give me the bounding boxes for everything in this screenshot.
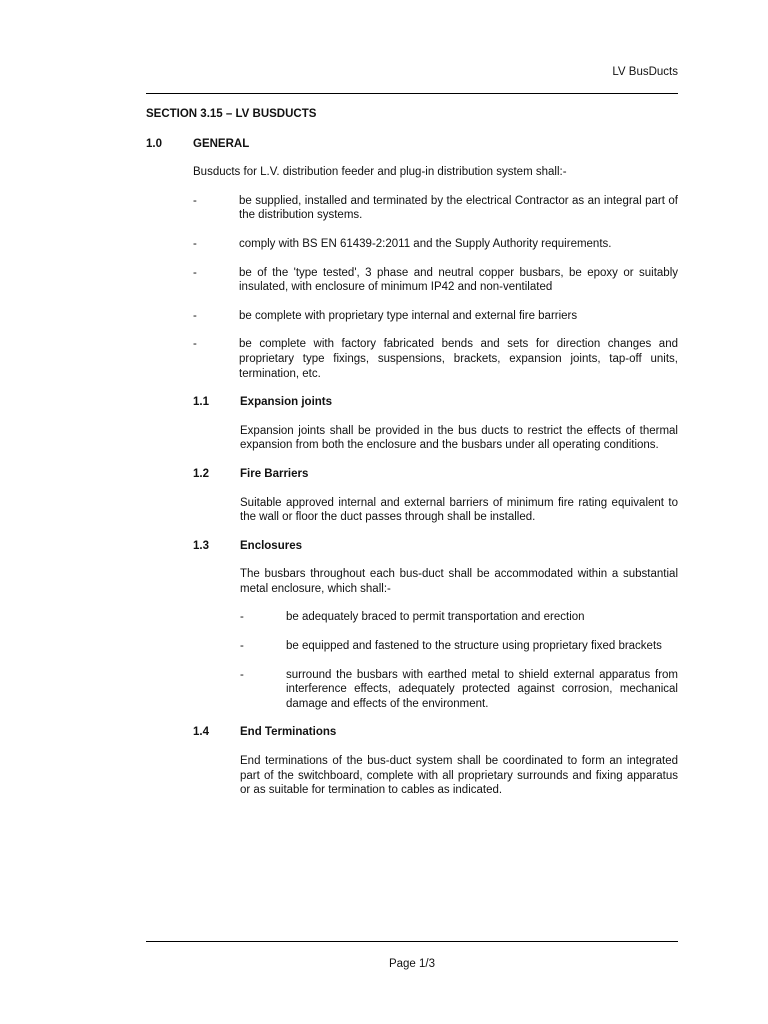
- list-item-text: be equipped and fastened to the structure using proprietary fixed brackets: [286, 640, 662, 653]
- heading-general: [146, 137, 678, 152]
- list-item-text: be complete with proprietary type internal and external fire barriers: [239, 309, 578, 322]
- list-item-text: surround the busbars with earthed metal to shield external apparatus from interference effects, adequately protected against corrosion, mechanical damage and effects of the environment.: [286, 668, 678, 710]
- heading-title: End Terminations: [240, 726, 337, 739]
- expansion-joints-text: Expansion joints shall be provided in the bus ducts to restrict the effects of thermal expansion from both the enclosure and the busbars under all operating conditions.: [240, 424, 678, 452]
- list-item-text: be supplied, installed and terminated by the electrical Contractor as an integral part of the distribution systems.: [239, 194, 678, 222]
- heading-number: 1.2: [193, 467, 209, 480]
- bullet-dash: -: [193, 309, 197, 322]
- bullet-dash: -: [193, 194, 197, 207]
- list-item: [240, 610, 678, 625]
- bullet-dash: -: [240, 668, 244, 681]
- list-item: [240, 668, 678, 712]
- document-body: [146, 107, 678, 812]
- bullet-dash: -: [193, 237, 197, 250]
- bullet-dash: -: [193, 338, 197, 351]
- end-terminations-text: End terminations of the bus-duct system shall be coordinated to form an integrated part of the switchboard, complete with all proprietary surrounds and fixing apparatus or as suitable for termination to cables as indicated.: [240, 755, 678, 797]
- list-item-text: be adequately braced to permit transportation and erection: [286, 611, 585, 624]
- heading-enclosures: [193, 539, 678, 554]
- section-title: SECTION 3.15 – LV BUSDUCTS: [146, 108, 317, 120]
- list-item: [193, 237, 678, 252]
- running-header: LV BusDucts: [612, 66, 678, 78]
- heading-expansion-joints: [193, 395, 678, 410]
- heading-title: Fire Barriers: [240, 467, 309, 480]
- bullet-dash: -: [240, 611, 244, 624]
- heading-end-terminations: [193, 725, 678, 740]
- heading-number: 1.0: [146, 137, 162, 150]
- bullet-dash: -: [193, 266, 197, 279]
- heading-title: Expansion joints: [240, 396, 333, 409]
- list-item-text: comply with BS EN 61439-2:2011 and the Supply Authority requirements.: [239, 237, 612, 250]
- heading-fire-barriers: [193, 467, 678, 482]
- list-item: [193, 266, 678, 295]
- list-item: [240, 639, 678, 654]
- footer-rule: [146, 941, 678, 942]
- heading-number: 1.1: [193, 396, 209, 409]
- list-item: [193, 194, 678, 223]
- list-item: [193, 337, 678, 381]
- enclosures-text: The busbars throughout each bus-duct shall be accommodated within a substantial metal enclosure, which shall:-: [240, 568, 678, 595]
- heading-title: GENERAL: [193, 137, 250, 150]
- page-number: Page 1/3: [388, 958, 436, 970]
- bullet-dash: -: [240, 640, 244, 653]
- heading-number: 1.3: [193, 539, 209, 552]
- heading-title: Enclosures: [240, 539, 302, 552]
- list-item: [193, 309, 678, 324]
- fire-barriers-text: Suitable approved internal and external barriers of minimum fire rating equivalent to the wall or floor the duct passes through shall be installed.: [240, 496, 678, 524]
- header-rule: [146, 93, 678, 94]
- list-item-text: be complete with factory fabricated bends and sets for direction changes and proprietary type fixings, suspensions, brackets, expansion joints, tap-off units, termination, etc.: [239, 338, 678, 380]
- heading-number: 1.4: [193, 726, 209, 739]
- list-item-text: be of the 'type tested', 3 phase and neutral copper busbars, be epoxy or suitably insulated, with enclosure of minimum IP42 and non-ventilated: [239, 266, 678, 294]
- general-intro: Busducts for L.V. distribution feeder and plug-in distribution system shall:-: [193, 166, 567, 179]
